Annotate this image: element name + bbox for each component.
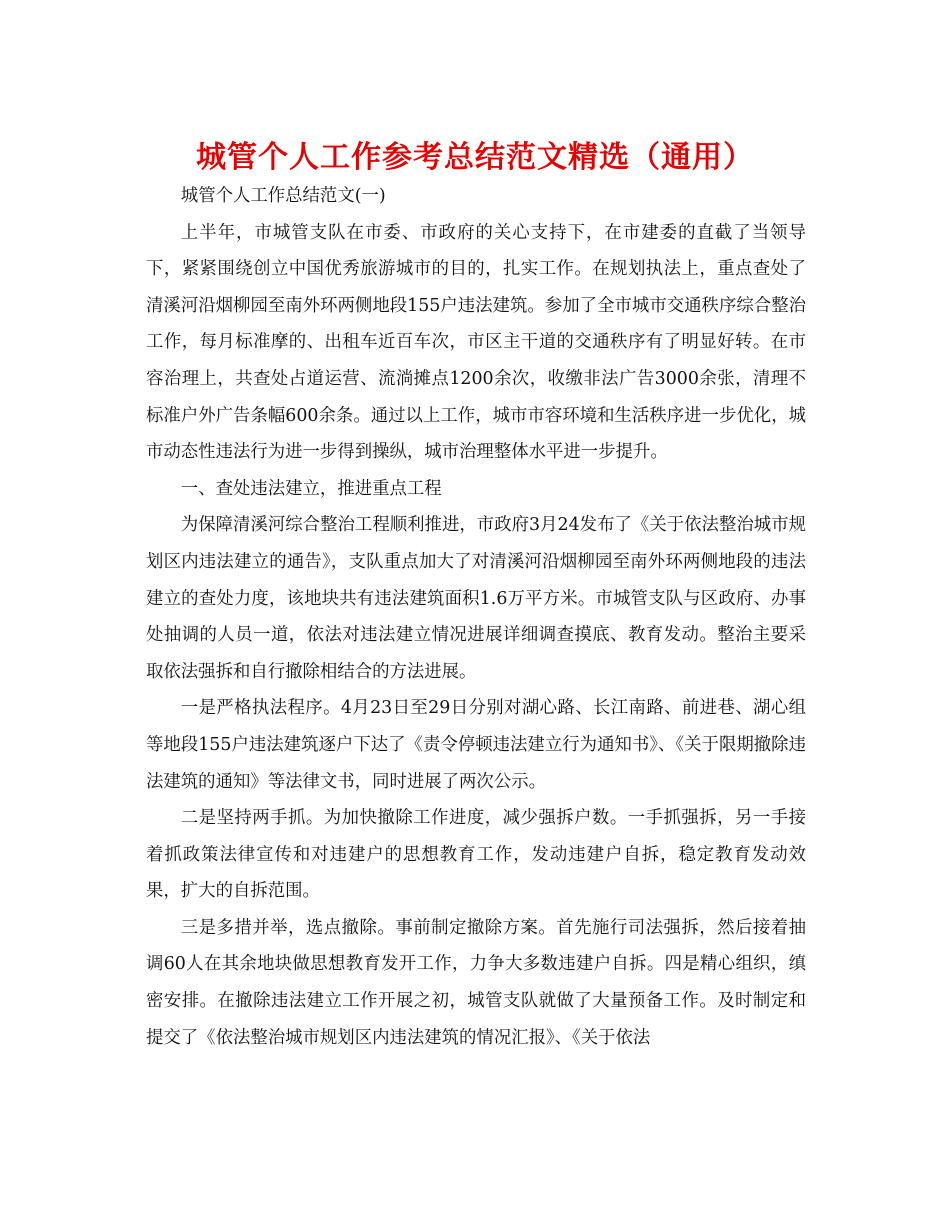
paragraph: 一是严格执法程序。4月23日至29日分别对湖心路、长江南路、前进巷、湖心组等地段155户违法建筑逐户下达了《责令停顿违法建立行为通知书》、《关于限期撤除违法建筑的通知》等法律文书，同时进展了两次公示。: [146, 698, 806, 792]
section-heading: 城管个人工作总结范文(一): [180, 186, 386, 206]
document-title: 城管个人工作参考总结范文精选（通用）: [196, 140, 754, 175]
paragraph: 上半年，市城管支队在市委、市政府的关心支持下，在市建委的直截了当领导下，紧紧围绕创立中国优秀旅游城市的目的，扎实工作。在规划执法上，重点查处了清溪河沿烟柳园至南外环两侧地段155户违法建筑。参加了全市城市交通秩序综合整治工作，每月标准摩的、出租车近百车次，市区主干道的交通秩序有了明显好转。在市容治理上，共查处占道运营、流淌摊点1200余次，收缴非法广告3000余张，清理不标准户外广告条幅600余条。通过以上工作，城市市容环境和生活秩序进一步优化，城市动态性违法行为进一步得到操纵，城市治理整体水平进一步提升。: [146, 222, 806, 463]
section-heading: 一、查处违法建立，推进重点工程: [180, 478, 442, 499]
paragraph: 三是多措并举，选点撤除。事前制定撤除方案。首先施行司法强拆，然后接着抽调60人在其余地块做思想教育发开工作，力争大多数违建户自拆。四是精心组织，缜密安排。在撤除违法建立工作开展之初，城管支队就做了大量预备工作。及时制定和提交了《依法整治城市规划区内违法建筑的情况汇报》、《关于依法: [146, 917, 806, 1048]
document-body: [146, 178, 806, 1056]
paragraph: 二是坚持两手抓。为加快撤除工作进度，减少强拆户数。一手抓强拆，另一手接着抓政策法律宣传和对违建户的思想教育工作，发动违建户自拆，稳定教育发动效果，扩大的自拆范围。: [146, 808, 806, 902]
paragraph: 为保障清溪河综合整治工程顺利推进，市政府3月24发布了《关于依法整治城市规划区内违法建立的通告》，支队重点加大了对清溪河沿烟柳园至南外环两侧地段的违法建立的查处力度，该地块共有违法建筑面积1.6万平方米。市城管支队与区政府、办事处抽调的人员一道，依法对违法建立情况进展详细调查摸底、教育发动。整治主要采取依法强拆和自行撤除相结合的方法进展。: [146, 515, 806, 682]
